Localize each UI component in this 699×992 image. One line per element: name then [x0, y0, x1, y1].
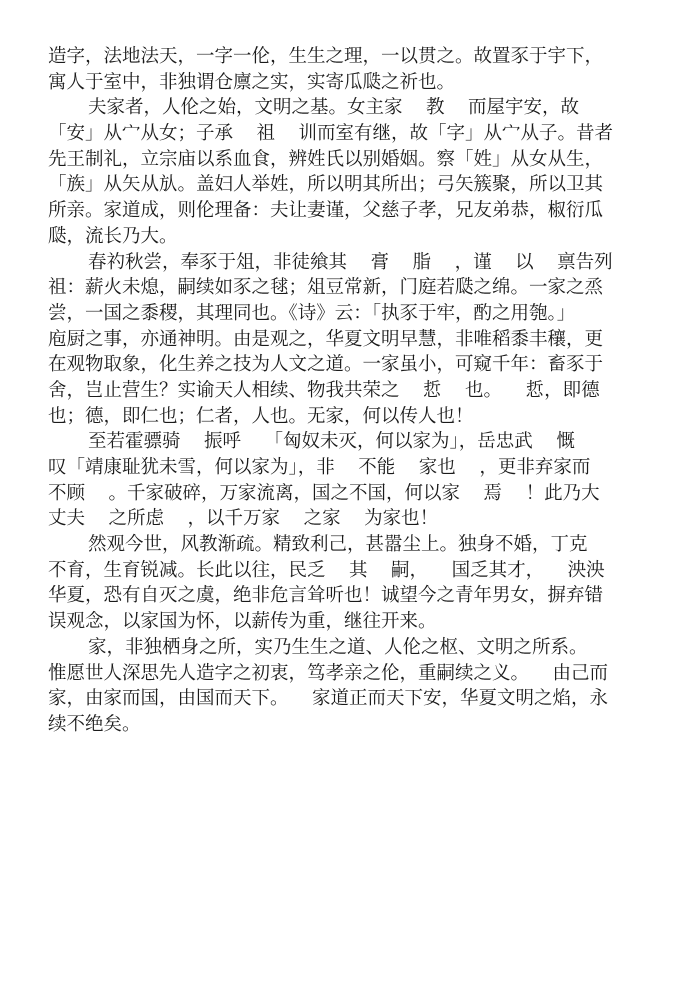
text-line: 不顾 。千家破碎，万家流离，国之不国，何以家 焉 ！此乃大 — [48, 482, 600, 504]
text-line: 不育，生育锐减。长此以往，民乏 其 嗣， 国乏其才， 泱泱 — [48, 559, 605, 581]
text-line: 庖厨之事，亦通神明。由是观之，华夏文明早慧，非唯稻黍丰穰，更 — [48, 328, 604, 350]
text-line: 在观物取象，化生养之技为人文之道。一家虽小，可窥千年：畜豕于 — [48, 354, 604, 376]
paragraph-first-line: 春礿秋尝，奉豕于俎，非徒飨其 膏 脂 ，谨 以 禀告列 — [88, 251, 613, 273]
text-line: 舍，岂止营生？实谕天人相续、物我共荣之 悊 也。 悊，即德 — [48, 379, 600, 401]
paragraph-first-line: 家，非独栖身之所，实乃生生之道、人伦之枢、文明之所系。 — [88, 636, 588, 658]
text-line: 造字，法地法天，一字一伦，生生之理，一以贯之。故置豕于宇下， — [48, 46, 604, 67]
text-line: 所亲。家道成，则伦理备：夫让妻谨，父慈子孝，兄友弟恭，椒衍瓜 — [48, 200, 604, 222]
paragraph-first-line: 至若霍骠骑 振呼 「匈奴未灭，何以家为」，岳忠武 慨 — [88, 431, 575, 453]
text-line: 也；德，即仁也；仁者，人也。无家，何以传人也！ — [48, 405, 474, 427]
text-line: 「族」从矢从㫃。盖妇人举姓，所以明其所出；弓矢簇聚，所以卫其 — [48, 174, 604, 196]
paragraph-first-line: 夫家者，人伦之始，文明之基。女主家 教 而屋宇安，故 — [88, 97, 580, 119]
text-line: 先王制礼，立宗庙以系血食，辨姓氏以别婚姻。察「姓」从女从生， — [48, 148, 604, 170]
text-line: 丈夫 之所虑 ，以千万家 之家 为家也！ — [48, 508, 439, 530]
text-line: 「安」从宀从女；子承 祖 训而室有继，故「字」从宀从子。昔者 — [48, 123, 614, 145]
text-line: 惟愿世人深思先人造字之初衷，笃孝亲之伦，重嗣续之义。 由己而 — [48, 662, 609, 684]
paragraph-first-line: 然观今世，风教渐疏。精致利己，甚嚣尘上。独身不婚，丁克 — [88, 534, 588, 556]
text-line: 寓人于室中，非独谓仓廪之实，实寄瓜瓞之祈也。 — [48, 71, 456, 93]
text-line: 续不绝矣。 — [48, 713, 141, 735]
text-line: 家，由家而国，由国而天下。 家道正而天下安，华夏文明之焰，永 — [48, 688, 609, 710]
document-body — [48, 44, 660, 738]
text-line: 叹「靖康耻犹未雪，何以家为」，非 不能 家也 ，更非弃家而 — [48, 457, 591, 478]
text-line: 误观念，以家国为怀，以薪传为重，继往开来。 — [48, 611, 437, 633]
text-line: 瓞，流长乃大。 — [48, 225, 178, 247]
text-line: 华夏，恐有自灭之虞，绝非危言耸听也！诚望今之青年男女，摒弃错 — [48, 585, 604, 607]
text-line: 尝，一国之黍稷，其理同也。《诗》云：「执豕于牢，酌之用匏。」 — [48, 302, 576, 324]
text-line: 祖：薪火未熄，嗣续如豕之毬；俎豆常新，门庭若瓞之绵。一家之烝 — [48, 277, 604, 299]
